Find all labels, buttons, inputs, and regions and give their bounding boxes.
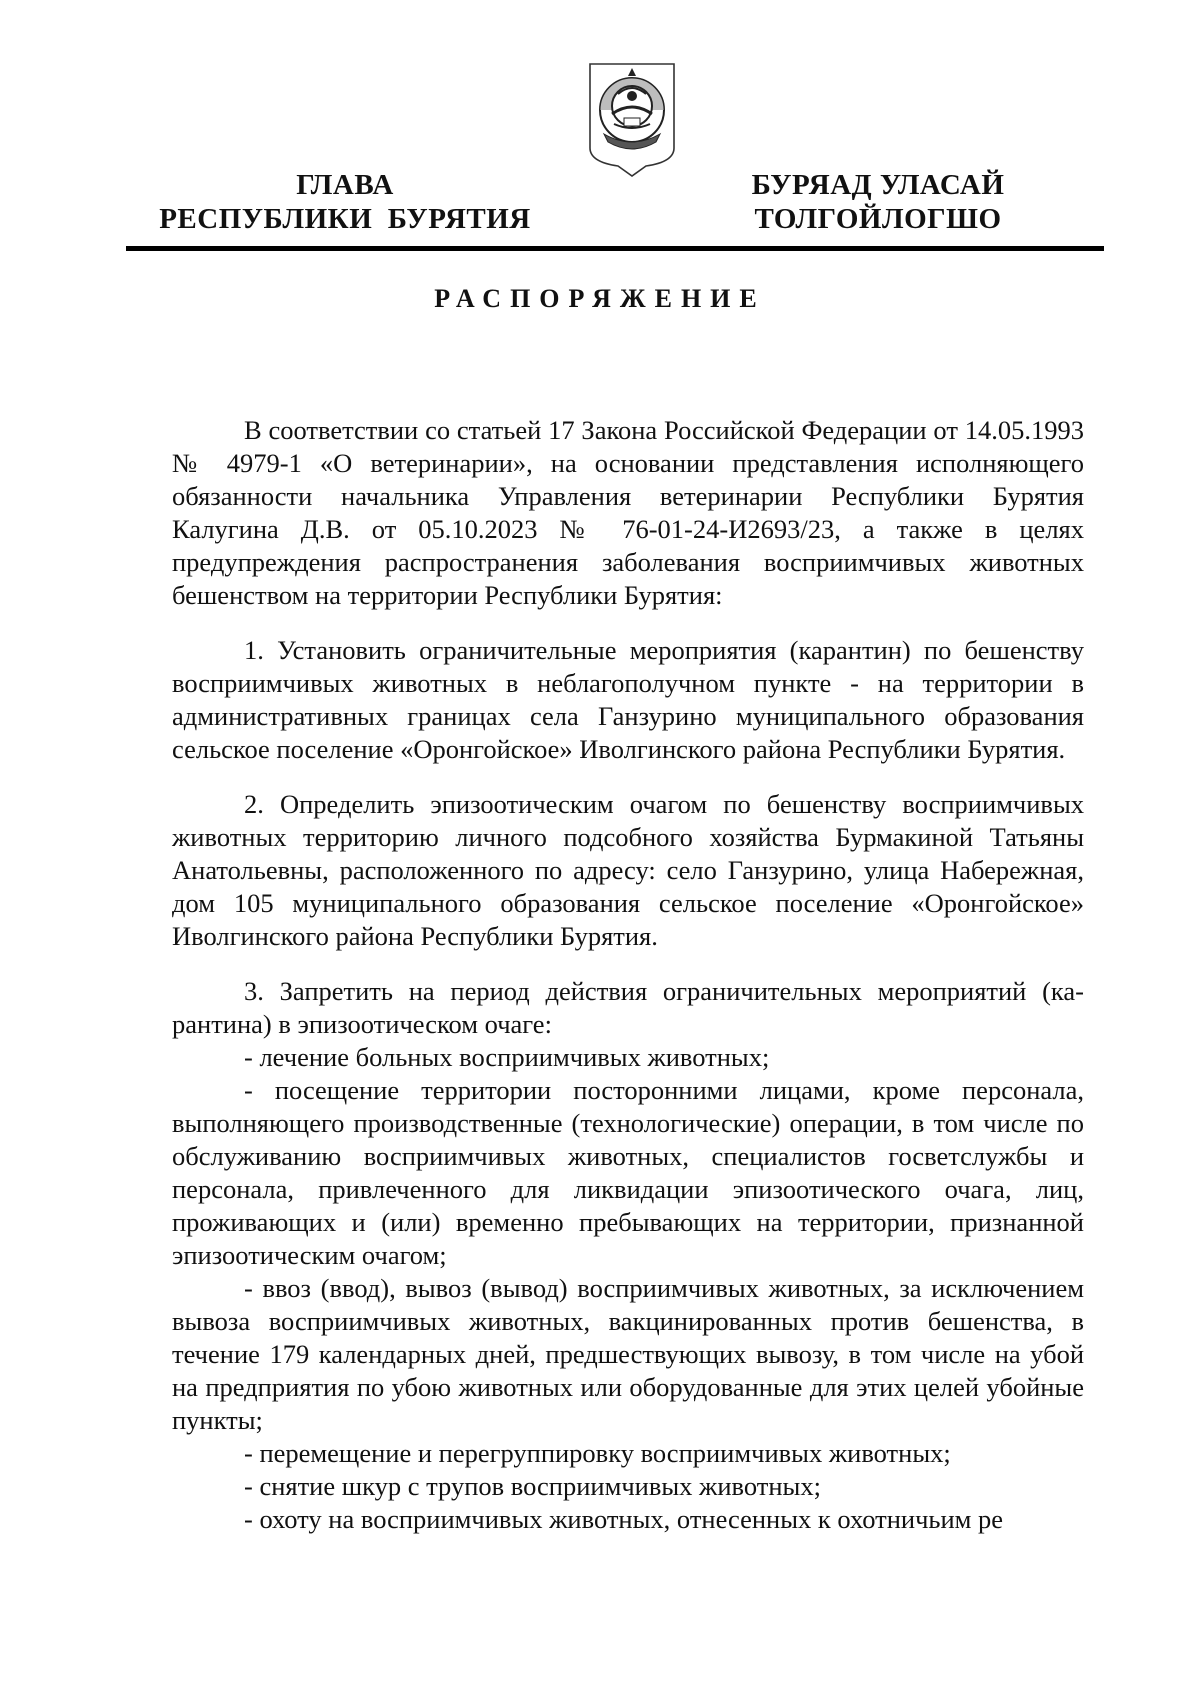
item-3-subitem: - посещение территории посторонними лицами, кроме персонала, выполняющего производственные (технологические) операции, в том числе по обслуживанию восприимчивых животных, специалистов госветслужбы и персонала, привлеченного для ликвидации эпизоотического очага, лиц, проживающих и (или) временно пребывающих на территории, признанной эпизоотическим очагом; (172, 1075, 1084, 1270)
item-3-subitem: - перемещение и перегруппировку восприимчивых животных; (244, 1438, 951, 1468)
issuer-title-buryat (718, 168, 1038, 236)
issuer-title-line-2: РЕСПУБЛИКИ БУРЯТИЯ (159, 203, 531, 235)
issuer-title-buryat-line-1: БУРЯАД УЛАСАЙ (751, 169, 1005, 201)
item-1-paragraph: 1. Установить ограничительные мероприятия (карантин) по бешенству восприимчивых животных в неблагополучном пункте - на территории в административных границах села Ганзурино муниципального образования сельское поселение «Оронгойское» Иволгинского района Республики Бурятия. (172, 635, 1084, 764)
document-title: РАСПОРЯЖЕНИЕ (434, 284, 766, 313)
preamble-paragraph: В соответствии со статьей 17 Закона Российской Федерации от 14.05.1993 № 4979-1 «О ветеринарии», на основании представления исполняющего обязанности начальника Управления ветеринарии Республики Бурятия Калугина Д.В. от 05.10.2023 № 76-01-24-И2693/23, а также в целях предупреждения распространения заболевания восприимчивых животных бешенством на территории Республики Бурятия: (172, 415, 1084, 610)
item-3-subitem: - лечение больных восприимчивых животных; (244, 1042, 770, 1072)
item-3-subitem: - снятие шкур с трупов восприимчивых животных; (244, 1471, 821, 1501)
issuer-title-buryat-line-2: ТОЛГОЙЛОГШО (754, 203, 1002, 235)
header-divider (126, 246, 1104, 251)
item-3-subitem: - ввоз (ввод), вывоз (вывод) восприимчивых животных, за исключением вывоза восприимчивых животных, вакцинированных против бешенства, в течение 179 календарных дней, предшествующих вывозу, в том числе на убой на предприятия по убою животных или оборудованные для этих целей убойные пункты; (172, 1273, 1084, 1435)
issuer-title-line-1: ГЛАВА (296, 169, 394, 201)
issuer-title-russian (150, 168, 540, 236)
document-body (172, 414, 1084, 1536)
coat-of-arms-icon (584, 56, 680, 180)
item-2-paragraph: 2. Определить эпизоотическим очагом по бешенству восприимчивых животных территорию личного подсобного хозяйства Бурмакиной Татьяны Анатольевны, расположенного по адресу: село Ганзурино, улица Набережная, дом 105 муниципального образования сельское поселение «Оронгойское» Иволгинского района Республики Бурятия. (172, 789, 1084, 951)
item-3-paragraph: 3. Запретить на период действия ограничительных мероприятий (карантина) в эпизоотическом очаге: (172, 976, 1084, 1039)
item-3-subitem: - охоту на восприимчивых животных, отнесенных к охотничьим ре (244, 1504, 1004, 1534)
